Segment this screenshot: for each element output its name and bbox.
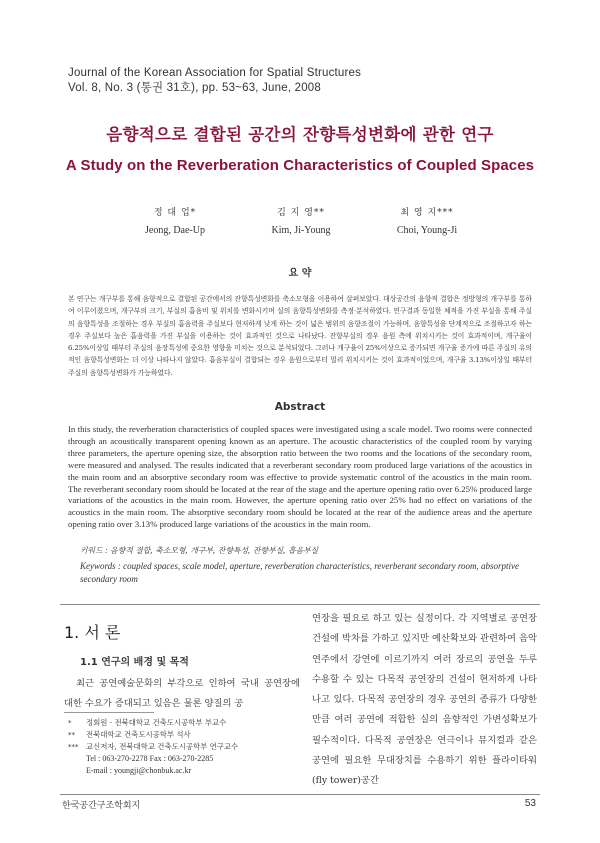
author-2-korean: 김 지 영** — [277, 208, 325, 218]
body-text-right: 연장을 필요로 하고 있는 실정이다. 각 지역별로 공연장 건설에 박차를 가하고 있지만 예산확보와 관련하여 음악연주에서 강연에 이르기까지 여러 장르의 공연을 두루 수용할 수 있는 다목적 공연장의 건설이 현저하게 나타나고 있다. 다목적 공연장의 경우 공연의 종류가 다양한 만큼 여러 공연에 적합한 실의 음향적인 가변성확보가 필수적이다. 다목적 공연장은 연극이나 뮤지컬과 같은 공연에 필요한 무대장치를 수용하기 위한 플라이타워(fly tower)공간 — [312, 613, 537, 787]
footnote-item: *** 교신저자, 전북대학교 건축도시공학부 연구교수 — [68, 742, 239, 751]
footer-publisher: 한국공간구조학회지 — [62, 801, 141, 811]
journal-name: Journal of the Korean Association for Spatial Structures — [68, 67, 362, 79]
keywords-english-list: coupled spaces, scale model, aperture, reverberation characteristics, reverberant secondary room, absorptive secondary room — [80, 561, 520, 584]
subsection-heading: 1.1 연구의 배경 및 목적 — [80, 657, 189, 668]
body-text-left: 최근 공연예술문화의 부각으로 인하여 국내 공연장에 대한 수요가 증대되고 있음은 물론 양질의 공 — [64, 678, 300, 710]
author-3-english: Choi, Young-Ji — [396, 225, 458, 236]
footnotes — [68, 717, 304, 777]
title-korean: 음향적으로 결합된 공간의 잔향특성변화에 관한 연구 — [106, 125, 494, 144]
author-2-english: Kim, Ji-Young — [271, 225, 331, 236]
section-heading: 1. 서 론 — [64, 623, 121, 642]
keywords-english — [80, 560, 532, 586]
footnote-item: ** 전북대학교 건축도시공학부 석사 — [68, 730, 191, 739]
keywords-korean-list: 음향적 결합, 축소모형, 개구부, 잔향특성, 잔향부실, 흡음부실 — [110, 546, 319, 555]
title-english: A Study on the Reverberation Characteristics of Coupled Spaces — [65, 157, 535, 174]
journal-header — [68, 66, 361, 96]
page-number: 53 — [524, 798, 536, 809]
footer-divider — [60, 794, 540, 795]
section-divider — [60, 604, 540, 605]
korean-abstract-text: 본 연구는 개구부를 통해 음향적으로 결합된 공간에서의 잔향특성변화를 축소모형을 이용하여 살펴보았다. 대상공간의 음향적 결합은 정방형의 개구부를 통하여 이루어졌으며, 개구부의 크기, 부실의 흡음비 및 위치를 변화시키며 실의 음향특성변화를 측정·분석하였다. 연구결과 동일한 체적을 가진 부실을 통해 주실의 음향특성을 조절하는 경우 부실의 흡음력을 주실보다 현저하게 낮게 하는 것이 넓은 범위의 음향조절이 가능하며, 음향특성을 단계적으로 조절하고자 하는 경우 주실보다 높은 흡음력을 가진 부실을 이용하는 것이 효과적인 것으로 나타났다. 잔향부실의 경우 음원 측에 위치시키는 것이 효과적이며, 개구율이 6.25%이상일 때부터 주실의 음장특성에 중요한 영향을 미치는 것으로 분석되었다. 그러나 개구율이 25%이상으로 증가되면 개구율 증가에 따른 주실의 유의적인 음향특성변화는 더 이상 나타나지 않았다. 흡음부실이 결합되는 경우 음원으로부터 멀리 위치시키는 것이 효과적이었으며, 개구율 3.13%이상일 때부터 주실의 음향특성변화가 가능하였다. — [68, 295, 532, 377]
english-abstract-text: In this study, the reverberation characteristics of coupled spaces were investigated using a scale model. Two rooms were connected through an acoustically transparent opening known as an aperture. The acoustic characteristics of the coupled room by varying three parameters, the aperture opening size, the absorption ratio between the two rooms and the locations of the secondary room, were measured and analysed. The results indicated that a reverberant secondary room produced large variations of the acoustics in the main room and an absorptive secondary room was effective to provide systematic control of the acoustics in the main room. The reverberant secondary room should be located at the rear of the stage and the aperture opening ratio over 6.25% produced large variations of the acoustics in the main room. However, the aperture opening ratio over 25% had no effect on variations of the acoustics in the main room. The absorptive secondary room should be located at the rear of the audience areas and the aperture opening ratio over 3.13% produced large variations of the acoustics in the main room. — [68, 424, 532, 530]
keywords-korean — [80, 544, 532, 557]
author-3 — [362, 204, 492, 240]
author-3-korean: 최 영 지*** — [400, 208, 454, 218]
english-abstract-heading: Abstract — [274, 401, 326, 413]
korean-abstract-heading: 요 약 — [288, 268, 312, 279]
journal-issue: Vol. 8, No. 3 (통권 31호), pp. 53~63, June, 2008 — [68, 82, 321, 94]
keywords-korean-label: 키워드 : — [80, 546, 108, 555]
footnote-email: E-mail : youngji@chonbuk.ac.kr — [86, 766, 192, 775]
author-1-korean: 정 대 업* — [153, 208, 197, 218]
author-2 — [236, 204, 366, 240]
footnote-divider — [64, 712, 154, 713]
footnote-tel-fax: Tel : 063-270-2278 Fax : 063-270-2285 — [86, 754, 214, 763]
author-1 — [110, 204, 240, 240]
author-1-english: Jeong, Dae-Up — [145, 225, 205, 236]
keywords-english-label: Keywords : — [80, 561, 121, 571]
footnote-item: * 정회원 · 전북대학교 건축도시공학부 부교수 — [68, 718, 227, 727]
